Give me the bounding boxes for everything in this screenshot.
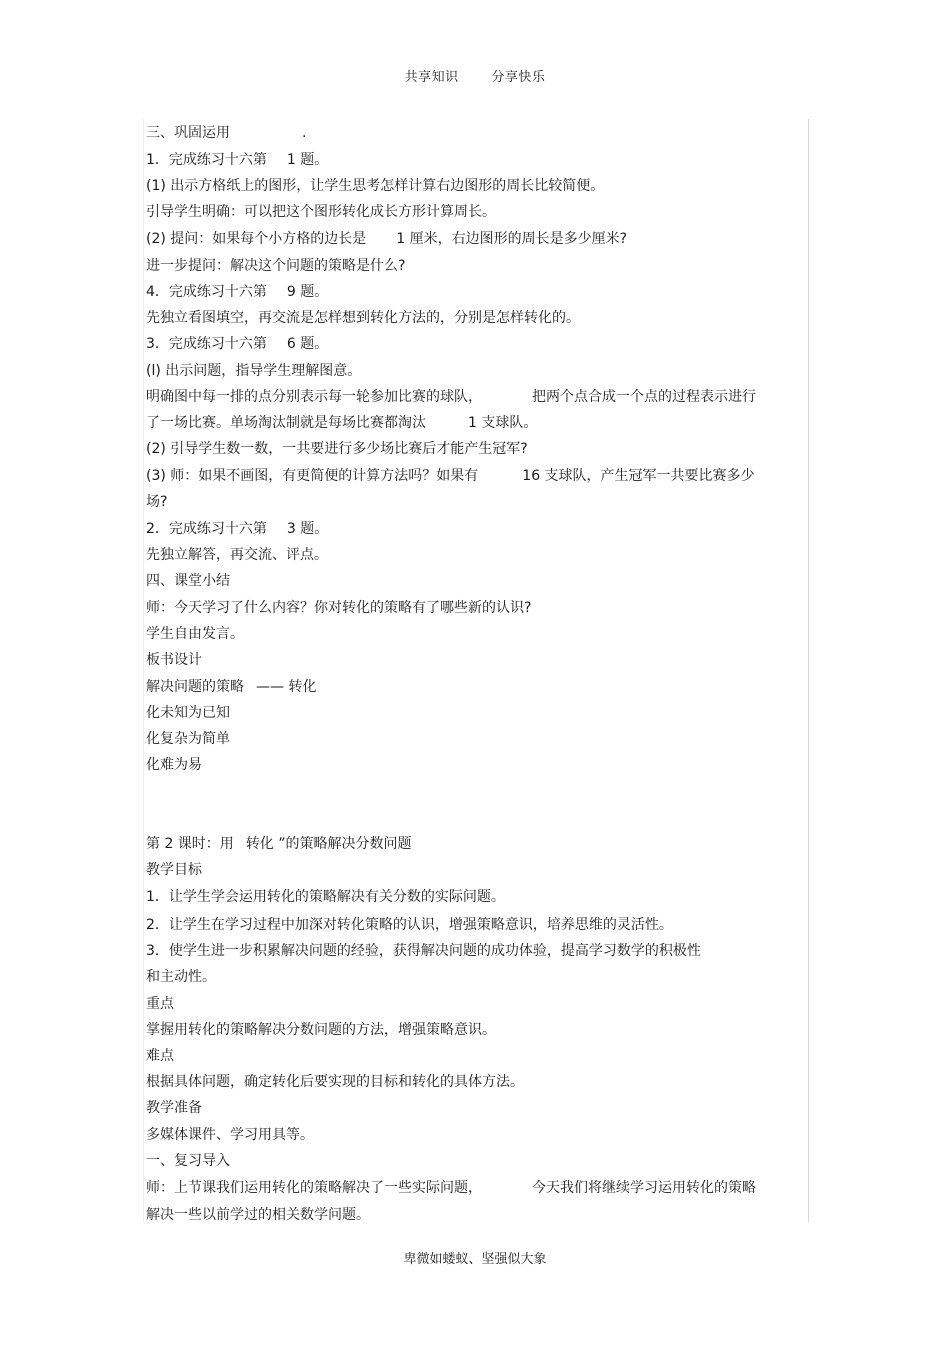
- text-segment: 板书设计: [146, 652, 202, 668]
- text-segment: 转化 ”的策略解决分数问题: [245, 836, 412, 852]
- text-line: [146, 1047, 174, 1065]
- document-body: [143, 119, 809, 1222]
- text-segment: 根据具体问题，确定转化后要实现的目标和转化的具体方法。: [146, 1074, 524, 1090]
- text-line: [146, 968, 216, 986]
- text-segment: —— 转化: [256, 679, 317, 695]
- text-segment: 学生自由发言。: [146, 626, 244, 642]
- text-segment: 2．完成练习十六第: [146, 521, 267, 537]
- text-line: [146, 835, 412, 853]
- text-line: [146, 888, 505, 906]
- text-segment: 师：上节课我们运用转化的策略解决了一些实际问题，: [146, 1180, 482, 1196]
- text-line: [146, 1126, 314, 1144]
- text-line: [146, 335, 328, 353]
- text-segment: (l) 出示问题，指导学生理解图意。: [146, 363, 362, 379]
- text-segment: 掌握用转化的策略解决分数问题的方法，增强策略意识。: [146, 1022, 496, 1038]
- text-segment: 今天我们将继续学习运用转化的策略: [532, 1180, 756, 1196]
- text-line: [146, 756, 202, 774]
- text-segment: 重点: [146, 996, 174, 1012]
- text-segment: 师：今天学习了什么内容？你对转化的策略有了哪些新的认识?: [146, 600, 532, 616]
- text-segment: 解决问题的策略: [146, 679, 244, 695]
- page-header: [0, 66, 950, 85]
- text-segment: (3) 师：如果不画图，有更简便的计算方法吗？如果有: [146, 468, 479, 484]
- text-line: [146, 230, 627, 248]
- text-line: [146, 730, 230, 748]
- text-line: [146, 493, 167, 511]
- text-line: [146, 177, 604, 195]
- text-segment: 三、巩固运用: [146, 125, 230, 141]
- text-line: [146, 203, 496, 221]
- text-segment: .: [302, 125, 307, 141]
- text-segment: 1．让学生学会运用转化的策略解决有关分数的实际问题。: [146, 889, 505, 905]
- text-segment: 场?: [146, 494, 168, 510]
- text-segment: 化未知为已知: [146, 705, 230, 721]
- text-line: [146, 414, 537, 432]
- page-footer: 卑微如蝼蚁、坚强似大象: [403, 1252, 547, 1267]
- text-segment: 教学目标: [146, 862, 202, 878]
- header-right-text: 分享快乐: [491, 70, 546, 85]
- text-segment: 1．完成练习十六第: [146, 152, 267, 168]
- text-line: [146, 1206, 370, 1224]
- text-segment: 2．让学生在学习过程中加深对转化策略的认识，增强策略意识，培养思维的灵活性。: [146, 917, 673, 933]
- text-segment: (2) 引导学生数一数，一共要进行多少场比赛后才能产生冠军?: [146, 441, 528, 457]
- text-line: [146, 388, 756, 406]
- text-segment: 3．完成练习十六第: [146, 336, 267, 352]
- text-line: [146, 520, 328, 538]
- text-line: [146, 309, 580, 327]
- text-segment: 进一步提问：解决这个问题的策略是什么?: [146, 258, 406, 274]
- text-segment: 先独立看图填空，再交流是怎样想到转化方法的，分别是怎样转化的。: [146, 310, 580, 326]
- text-segment: (1) 出示方格纸上的图形，让学生思考怎样计算右边图形的周长比较简便。: [146, 178, 605, 194]
- text-line: [146, 704, 230, 722]
- text-segment: 16 支球队，产生冠军一共要比赛多少: [522, 468, 755, 484]
- text-segment: 引导学生明确：可以把这个图形转化成长方形计算周长。: [146, 204, 496, 220]
- text-line: [146, 572, 230, 590]
- text-segment: 解决一些以前学过的相关数学问题。: [146, 1207, 370, 1223]
- text-line: [146, 257, 405, 275]
- text-line: [146, 861, 202, 879]
- text-segment: 化难为易: [146, 757, 202, 773]
- text-segment: 化复杂为简单: [146, 731, 230, 747]
- text-line: [146, 1152, 230, 1170]
- text-segment: 1 支球队。: [468, 415, 538, 431]
- text-line: [146, 942, 701, 960]
- text-line: [146, 467, 755, 485]
- text-line: [146, 678, 316, 696]
- text-segment: 6 题。: [286, 336, 329, 352]
- text-line: [146, 1021, 496, 1039]
- text-line: [146, 1073, 524, 1091]
- text-line: [146, 1099, 202, 1117]
- text-segment: 难点: [146, 1048, 174, 1064]
- text-line: [146, 599, 531, 617]
- text-segment: 9 题。: [286, 284, 329, 300]
- text-line: [146, 283, 328, 301]
- text-segment: 先独立解答，再交流、评点。: [146, 547, 328, 563]
- text-line: [146, 995, 174, 1013]
- text-line: [146, 916, 673, 934]
- text-segment: 3．使学生进一步积累解决问题的经验，获得解决问题的成功体验，提高学习数学的积极性: [146, 943, 701, 959]
- text-segment: 第 2 课时：用: [146, 836, 234, 852]
- text-line: [146, 440, 528, 458]
- text-segment: 把两个点合成一个点的过程表示进行: [532, 389, 756, 405]
- text-segment: 1 厘米，右边图形的周长是多少厘米?: [396, 231, 628, 247]
- text-segment: 3 题。: [286, 521, 329, 537]
- text-line: [146, 625, 244, 643]
- header-left-text: 共享知识: [404, 70, 459, 85]
- text-segment: 1 题。: [286, 152, 329, 168]
- text-segment: (2) 提问：如果每个小方格的边长是: [146, 231, 367, 247]
- text-line: [146, 1179, 756, 1197]
- text-segment: 四、课堂小结: [146, 573, 230, 589]
- text-line: [146, 651, 202, 669]
- text-line: [146, 362, 361, 380]
- text-segment: 4．完成练习十六第: [146, 284, 267, 300]
- text-segment: 和主动性。: [146, 969, 216, 985]
- text-line: [146, 124, 306, 142]
- text-segment: 了一场比赛。单场淘汰制就是每场比赛都淘汰: [146, 415, 426, 431]
- text-segment: 教学准备: [146, 1100, 202, 1116]
- text-line: [146, 546, 328, 564]
- text-line: [146, 151, 328, 169]
- text-segment: 明确图中每一排的点分别表示每一轮参加比赛的球队，: [146, 389, 482, 405]
- text-segment: 一、复习导入: [146, 1153, 230, 1169]
- text-segment: 多媒体课件、学习用具等。: [146, 1127, 314, 1143]
